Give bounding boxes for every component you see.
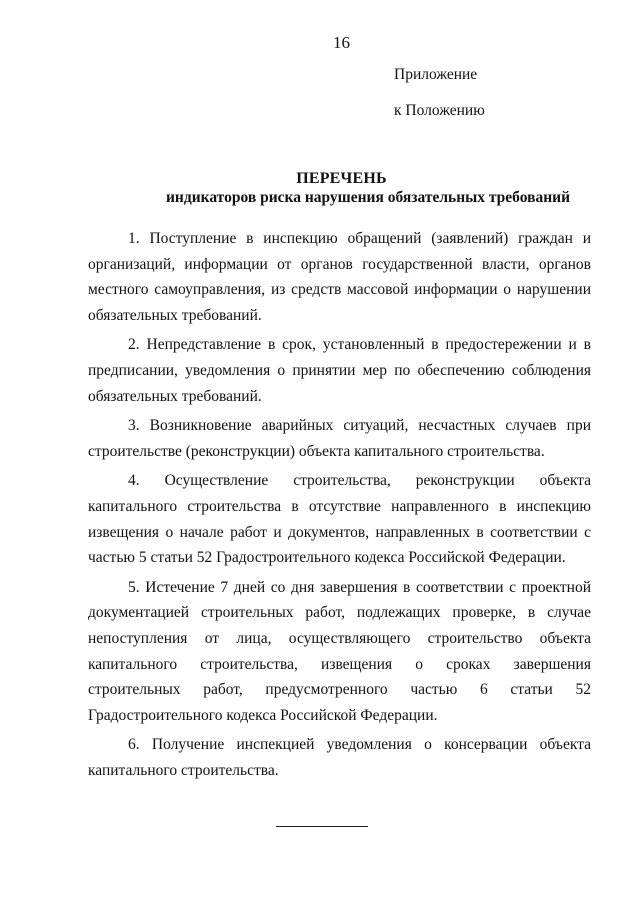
document-subtitle: индикаторов риска нарушения обязательных требований (166, 189, 570, 206)
list-item: 2. Непредставление в срок, установленный в предостережении и в предписании, уведомления о принятии мер по обеспечению соблюдения обязательных требований. (88, 336, 591, 405)
list-item: 4. Осуществление строительства, реконструкции объекта капитального строительства в отсутствие направленного в инспекцию извещения о начале работ и документов, направленных в соответствии с частью 5 статьи 52 Градостроительного кодекса Российской Федерации. (88, 472, 591, 567)
closing-divider (276, 826, 368, 827)
appendix-label: Приложение (394, 66, 478, 83)
document-title: ПЕРЕЧЕНЬ (296, 170, 387, 187)
page-number: 16 (333, 33, 350, 52)
list-item: 5. Истечение 7 дней со дня завершения в соответствии с проектной документацией строительных работ, подлежащих проверке, в случае непоступления от лица, осуществляющего строительство объекта капитального строительства, извещения о сроках завершения строительных работ, предусмотренного частью 6 статьи 52 Градостроительного кодекса Российской Федерации. (88, 578, 591, 724)
appendix-reference: к Положению (394, 102, 485, 119)
list-item: 6. Получение инспекцией уведомления о консервации объекта капитального строительства. (88, 736, 591, 779)
list-item: 3. Возникновение аварийных ситуаций, несчастных случаев при строительстве (реконструкции) объекта капитального строительства. (88, 417, 591, 460)
list-item: 1. Поступление в инспекцию обращений (заявлений) граждан и организаций, информации от органов государственной власти, органов местного самоуправления, из средств массовой информации о нарушении обязательных требований. (88, 230, 591, 324)
indicator-list (88, 226, 591, 783)
